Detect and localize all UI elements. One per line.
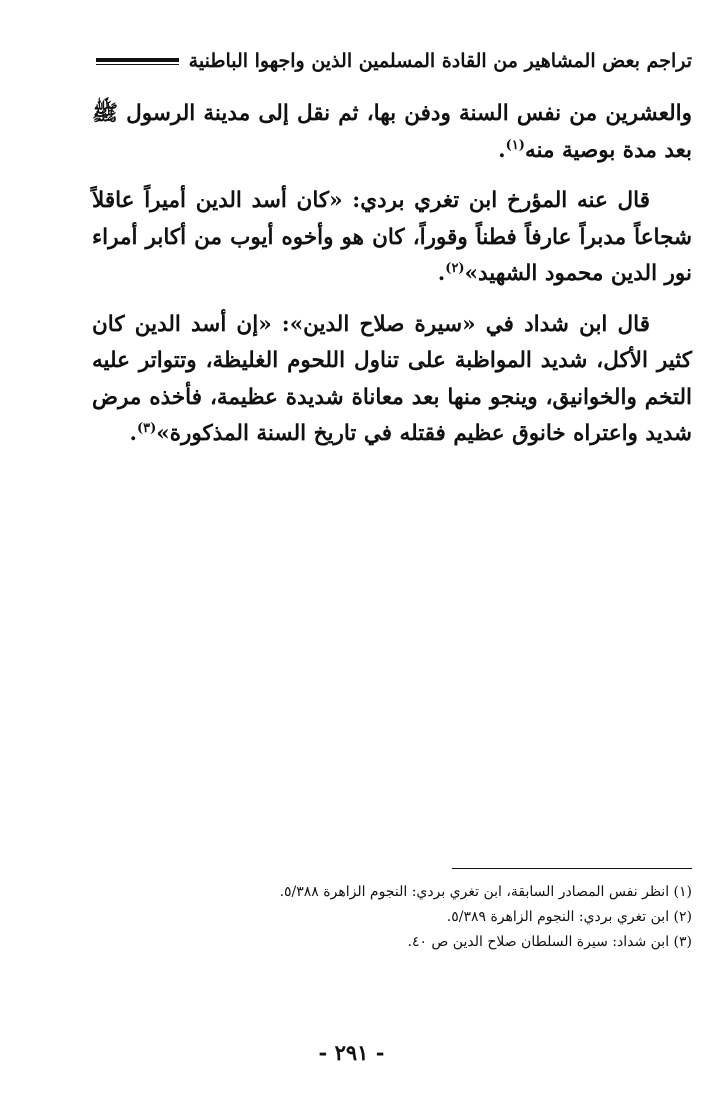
header-rule	[96, 58, 179, 65]
header-rule-thick	[96, 58, 179, 62]
footnote-ref-2: (٢)	[445, 260, 465, 276]
footnote-separator	[452, 868, 692, 869]
footnote-1: (١) انظر نفس المصادر السابقة، ابن تغري بردي: النجوم الزاهرة ٥/٣٨٨.	[279, 884, 692, 900]
paragraph-1-end: .	[498, 137, 506, 163]
paragraph-3-text: قال ابن شداد في «سيرة صلاح الدين»: «إن أسد الدين كان كثير الأكل، شديد المواظبة على تناول اللحوم الغليظة، وتتواتر عليه التخم والخوانيق، وينجو منها بعد معاناة شديدة عظيمة، فأخذه مرض شديد واعتراه خانوق عظيم فقتله في تاريخ السنة المذكورة»	[92, 311, 692, 446]
footnote-ref-3: (٣)	[136, 420, 157, 436]
body-text	[92, 96, 692, 467]
paragraph-1-text: والعشرين من نفس السنة ودفن بها، ثم نقل إلى مدينة الرسول ﷺ بعد مدة بوصية منه	[92, 101, 692, 163]
page-number: - ٢٩١ -	[318, 1040, 385, 1065]
header-rule-thin	[96, 64, 179, 65]
footnote-ref-1: (١)	[505, 137, 525, 153]
footnote-2: (٢) ابن تغري بردي: النجوم الزاهرة ٥/٣٨٩.	[446, 909, 692, 925]
running-header	[96, 42, 692, 80]
paragraph-2	[92, 183, 692, 293]
paragraph-3	[92, 307, 692, 453]
paragraph-3-end: .	[129, 421, 137, 446]
running-header-title: تراجم بعض المشاهير من القادة المسلمين الذين واجهوا الباطنية	[188, 50, 692, 72]
paragraph-2-end: .	[437, 261, 446, 286]
paragraph-2-text: قال عنه المؤرخ ابن تغري بردي: «كان أسد الدين أميراً عاقلاً شجاعاً مدبراً عارفاً فطناً وقوراً، كان هو وأخوه أيوب من أكابر أمراء نور الدين محمود الشهيد»	[92, 188, 692, 286]
footnote-3: (٣) ابن شداد: سيرة السلطان صلاح الدين ص ٤٠.	[407, 934, 692, 950]
paragraph-1	[92, 96, 692, 169]
footnotes	[92, 880, 692, 955]
